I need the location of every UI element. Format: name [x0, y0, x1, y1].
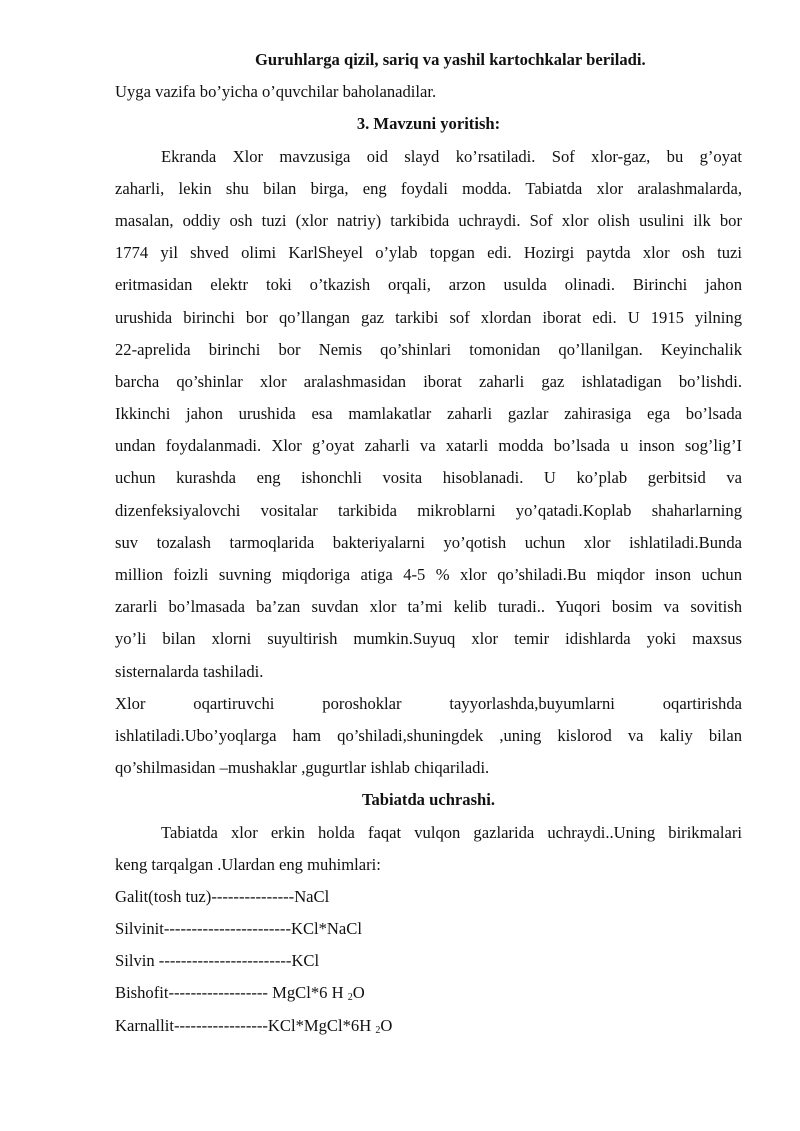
text-line: Ekranda Xlor mavzusiga oid slayd ko’rsatiladi. Sof xlor-gaz, bu g’oyat: [161, 146, 742, 166]
mineral-formula: NaCl: [294, 886, 330, 906]
nature-paragraph: [115, 817, 742, 881]
subscript: 2: [347, 992, 353, 1004]
text-line: qo’shilmasidan –mushaklar ,gugurtlar ishlab chiqariladi.: [115, 758, 490, 778]
uses-paragraph: [115, 688, 742, 785]
list-item: [115, 1010, 742, 1042]
list-item: [115, 977, 742, 1009]
mineral-formula: KCl: [291, 951, 320, 971]
mineral-name: Silvin ------------------------: [115, 951, 292, 971]
text-line: million foizli suvning miqdoriga atiga 4-5 % xlor qo’shiladi.Bu miqdor inson uchun: [115, 565, 742, 584]
text-line: barcha qo’shinlar xlor aralashmasidan iborat zaharli gaz ishlatadigan bo’lishdi.: [115, 371, 742, 391]
text-line: sisternalarda tashiladi.: [115, 661, 264, 681]
text-line: 1774 yil shved olimi KarlSheyel o’ylab topgan edi. Hozirgi paytda xlor osh tuzi: [115, 243, 742, 263]
text-line: zaharli, lekin shu bilan birga, eng foydali modda. Tabiatda xlor aralashmalarda,: [115, 178, 742, 198]
mineral-name: Galit(tosh tuz)---------------: [115, 886, 295, 906]
text-line: 22-aprelida birinchi bor Nemis qo’shinlari tomonidan qo’llanilgan. Keyinchalik: [115, 339, 742, 359]
homework-line: Uyga vazifa bo’yicha o’quvchilar baholanadilar.: [115, 82, 437, 102]
cards-title: Guruhlarga qizil, sariq va yashil kartochkalar beriladi.: [255, 50, 646, 69]
formula-tail: O: [352, 983, 365, 1003]
section-heading: 3. Mavzuni yoritish:: [356, 114, 501, 134]
mineral-name: Silvinit-----------------------: [115, 919, 291, 939]
list-item: [115, 881, 742, 913]
text-line: Ikkinchi jahon urushida esa mamlakatlar zaharli gazlar zahirasiga ega bo’lsada: [115, 404, 742, 424]
text-line: eritmasidan elektr toki o’tkazish orqali, arzon usulda olinadi. Birinchi jahon: [115, 275, 742, 295]
chlorine-paragraph: [115, 141, 742, 688]
text-line: Xlor oqartiruvchi poroshoklar tayyorlashda,buyumlarni oqartirishda: [115, 693, 742, 713]
formula-tail: O: [380, 1015, 393, 1035]
mineral-name: Bishofit------------------: [115, 983, 273, 1003]
text-line: uchun kurashda eng ishonchli vosita hisoblanadi. U ko’plab gerbitsid va: [115, 468, 742, 488]
mineral-name: Karnallit-----------------: [115, 1015, 268, 1035]
text-line: zararli bo’lmasada ba’zan suvdan xlor ta’mi kelib turadi.. Yuqori bosim va sovitish: [115, 597, 742, 617]
text-line: urushida birinchi bor qo’llangan gaz tarkibi sof xlordan iborat edi. U 1915 yilning: [115, 307, 742, 327]
text-line: yo’li bilan xlorni suyultirish mumkin.Suyuq xlor temir idishlarda yoki maxsus: [115, 629, 742, 649]
subscript: 2: [375, 1024, 381, 1036]
nature-heading: Tabiatda uchrashi.: [361, 790, 496, 810]
mineral-formula: KCl*NaCl: [290, 919, 362, 939]
list-item: [115, 945, 742, 977]
text-line: dizenfeksiyalovchi vositalar tarkibida mikroblarni yo’qatadi.Koplab shaharlarning: [115, 500, 742, 520]
text-line: Tabiatda xlor erkin holda faqat vulqon gazlarida uchraydi..Uning birikmalari: [161, 822, 742, 842]
text-line: keng tarqalgan .Ulardan eng muhimlari:: [115, 854, 381, 874]
mineral-formula: MgCl*6 H: [272, 983, 348, 1003]
document-page: [115, 44, 742, 1042]
list-item: [115, 913, 742, 945]
text-line: suv tozalash tarmoqlarida bakteriyalarni yo’qotish uchun xlor ishlatiladi.Bunda: [115, 532, 742, 552]
mineral-formula: KCl*MgCl*6H: [267, 1015, 376, 1035]
text-line: ishlatiladi.Ubo’yoqlarga ham qo’shiladi,shuningdek ,uning kislorod va kaliy bilan: [115, 725, 742, 745]
text-line: undan foydalanmadi. Xlor g’oyat zaharli va xatarli modda bo’lsada u inson sog’lig’I: [115, 436, 742, 456]
minerals-list: [115, 881, 742, 1042]
text-line: masalan, oddiy osh tuzi (xlor natriy) tarkibida uchraydi. Sof xlor olish usulini ilk bor: [115, 210, 742, 230]
